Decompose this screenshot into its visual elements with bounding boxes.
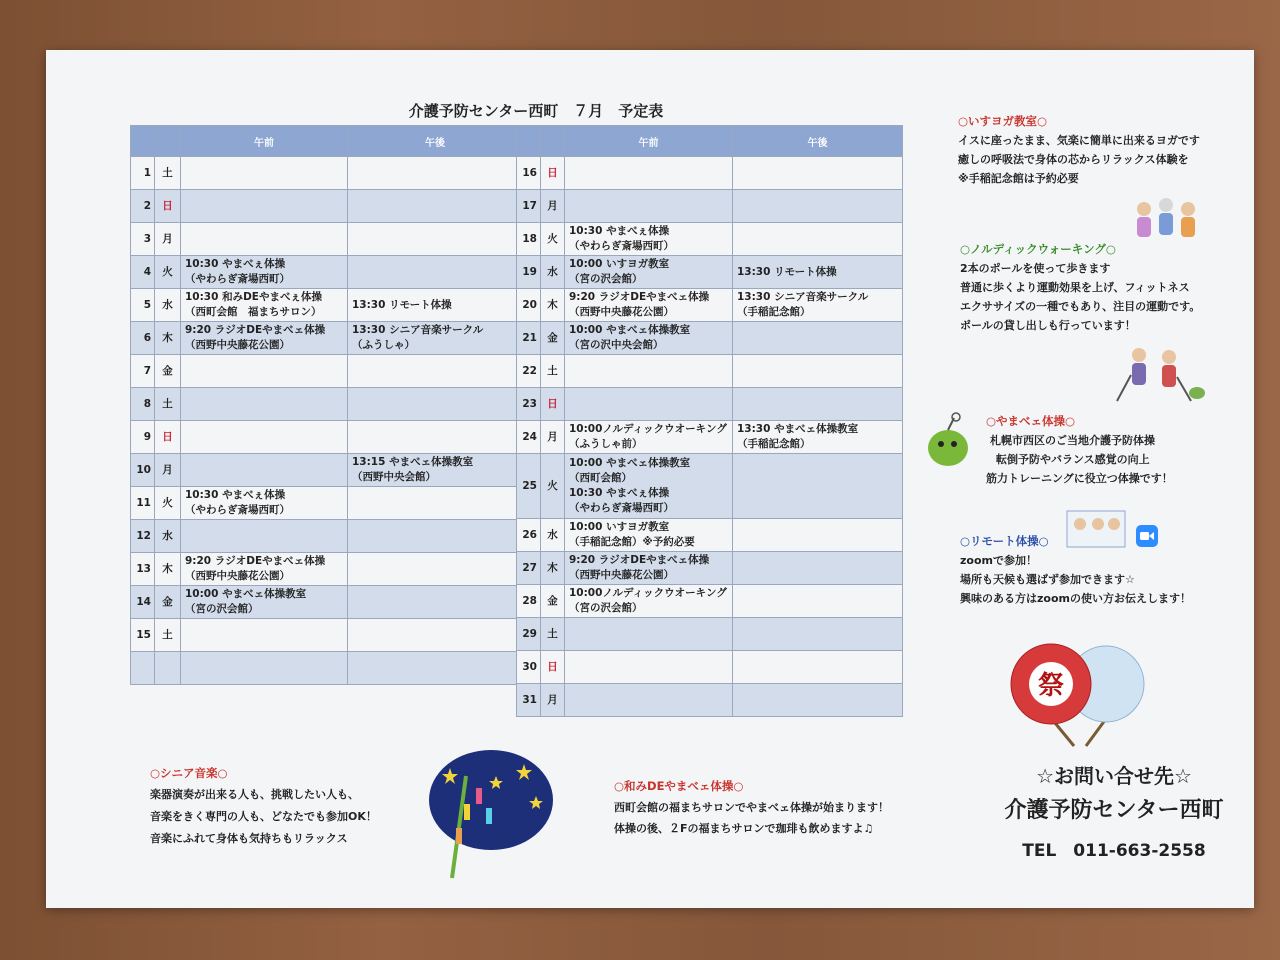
afternoon-cell [733, 519, 903, 552]
schedule-row [131, 190, 523, 223]
morning-cell [565, 684, 733, 717]
yoga-line: ※手稲記念館は予約必要 [958, 172, 1079, 185]
schedule-row [131, 454, 523, 487]
contact-phone: TEL 011-663-2558 [1022, 841, 1206, 861]
event-line: 10:30 やまべぇ体操 [569, 225, 670, 237]
afternoon-cell [348, 553, 523, 586]
schedule-row [131, 619, 523, 652]
event-line: 9:20 ラジオDEやまべェ体操 [569, 291, 710, 303]
day-number: 14 [131, 586, 155, 619]
day-number: 19 [517, 256, 541, 289]
senior-line: 音楽をきく専門の人も、どなたでも参加OK！ [150, 810, 377, 823]
day-of-week: 土 [155, 388, 181, 421]
day-number: 11 [131, 487, 155, 520]
event-line: 10:30 やまべぇ体操 [185, 489, 286, 501]
day-of-week: 月 [541, 684, 565, 717]
day-number: 9 [131, 421, 155, 454]
schedule-row [517, 519, 903, 552]
event-line: （西野中央藤花公園） [569, 569, 674, 581]
schedule-row [517, 618, 903, 651]
day-number: 31 [517, 684, 541, 717]
afternoon-cell [733, 223, 903, 256]
page-title: 介護予防センター西町 ７月 予定表 [408, 102, 664, 120]
day-number: 17 [517, 190, 541, 223]
day-of-week: 火 [541, 223, 565, 256]
morning-cell [181, 619, 348, 652]
morning-cell [565, 651, 733, 684]
day-number: 26 [517, 519, 541, 552]
schedule-row [517, 289, 903, 322]
day-of-week: 金 [155, 355, 181, 388]
schedule-row [517, 355, 903, 388]
event-line: 13:30 リモート体操 [737, 265, 837, 278]
event-line: （手稲記念館） [737, 306, 811, 318]
nagomi-line: 西町会館の福まちサロンでやまべェ体操が始まります！ [614, 801, 889, 814]
day-number: 13 [131, 553, 155, 586]
nagomi-heading: ○和みDEやまべェ体操○ [614, 779, 744, 793]
event-line: （宮の沢中央会館） [569, 339, 664, 351]
schedule-row [517, 322, 903, 355]
event-line: （西野中央会館） [352, 471, 436, 483]
morning-cell [565, 454, 733, 519]
event-line: 9:20 ラジオDEやまべェ体操 [185, 555, 326, 567]
day-of-week: 木 [541, 289, 565, 322]
contact-heading: ☆お問い合せ先☆ [1036, 764, 1192, 788]
day-of-week: 金 [155, 586, 181, 619]
event-line: 13:30 シニア音楽サークル [737, 291, 869, 303]
morning-cell [181, 553, 348, 586]
event-line: （やわらぎ斎場西町） [185, 273, 290, 285]
afternoon-cell [733, 355, 903, 388]
senior-heading: ○シニア音楽○ [150, 766, 228, 780]
afternoon-cell [348, 421, 523, 454]
day-of-week: 月 [155, 454, 181, 487]
event-line: 10:00 やまべェ体操教室 [185, 588, 307, 600]
event-line: 10:00 いすヨガ教室 [569, 521, 670, 533]
schedule-row [517, 190, 903, 223]
event-line: （西野中央藤花公園） [185, 570, 290, 582]
event-line: 13:30 やまべェ体操教室 [737, 423, 859, 435]
event-line: （ふうしゃ） [352, 339, 415, 351]
nagomi-line: 体操の後、２Fの福まちサロンで珈琲も飲めますよ♫ [614, 822, 874, 835]
day-number: 28 [517, 585, 541, 618]
event-line: 10:00 やまべェ体操教室 [569, 324, 691, 336]
nordic-walking-illustration [1111, 345, 1206, 405]
day-of-week: 水 [541, 519, 565, 552]
afternoon-cell [733, 618, 903, 651]
fan-kanji: 祭 [1037, 671, 1065, 701]
schedule-row [131, 355, 523, 388]
schedule-table-left [130, 125, 523, 685]
afternoon-cell [348, 190, 523, 223]
yamabe-info [986, 412, 1173, 488]
day-number: 21 [517, 322, 541, 355]
senior-line: 音楽にふれて身体も気持ちもリラックス [150, 832, 348, 845]
festival-fans-illustration [1006, 642, 1156, 752]
day-of-week: 金 [541, 585, 565, 618]
day-of-week: 日 [155, 421, 181, 454]
event-line: 10:30 やまべぇ体操 [185, 258, 286, 270]
event-line: （西町会館） [569, 472, 632, 484]
schedule-table-right [516, 125, 903, 717]
nordic-line: 2本のポールを使って歩きます [960, 262, 1111, 275]
afternoon-cell [348, 355, 523, 388]
schedule-row [517, 421, 903, 454]
schedule-row [131, 652, 523, 685]
afternoon-cell [348, 157, 523, 190]
day-number: 27 [517, 552, 541, 585]
event-line: 10:00ノルディックウオーキング [569, 423, 727, 435]
afternoon-cell [733, 454, 903, 519]
schedule-row [517, 256, 903, 289]
event-line: 9:20 ラジオDEやまべェ体操 [185, 324, 326, 336]
zoom-icon [1136, 525, 1158, 547]
event-line: （宮の沢会館） [569, 273, 643, 285]
remote-screen-illustration [1066, 510, 1126, 548]
day-of-week: 日 [541, 388, 565, 421]
nordic-line: エクササイズの一種でもあり、注目の運動です。 [960, 300, 1201, 313]
day-of-week: 火 [541, 454, 565, 519]
day-number: 2 [131, 190, 155, 223]
event-line: （やわらぎ斎場西町） [569, 502, 674, 514]
header-pm: 午後 [348, 126, 523, 157]
event-line: （手稲記念館）※予約必要 [569, 536, 695, 548]
header-am: 午前 [181, 126, 348, 157]
morning-cell [181, 190, 348, 223]
event-line: （宮の沢会館） [569, 602, 643, 614]
afternoon-cell [733, 289, 903, 322]
day-of-week: 木 [155, 322, 181, 355]
afternoon-cell [733, 421, 903, 454]
day-number: 6 [131, 322, 155, 355]
day-number: 18 [517, 223, 541, 256]
yoga-info [958, 112, 1200, 188]
day-number: 1 [131, 157, 155, 190]
remote-line: zoomで参加！ [960, 554, 1037, 567]
day-number: 4 [131, 256, 155, 289]
day-of-week: 土 [541, 355, 565, 388]
day-number: 16 [517, 157, 541, 190]
schedule-row [517, 651, 903, 684]
afternoon-cell [348, 586, 523, 619]
day-number: 10 [131, 454, 155, 487]
day-of-week: 木 [541, 552, 565, 585]
day-of-week: 土 [155, 619, 181, 652]
afternoon-cell [348, 289, 523, 322]
morning-cell [181, 289, 348, 322]
afternoon-cell [348, 619, 523, 652]
day-of-week: 水 [155, 289, 181, 322]
schedule-row [131, 322, 523, 355]
day-of-week [155, 652, 181, 685]
morning-cell [181, 322, 348, 355]
event-line: 10:00 やまべェ体操教室 [569, 457, 691, 469]
morning-cell [565, 618, 733, 651]
morning-cell [181, 586, 348, 619]
morning-cell [565, 256, 733, 289]
schedule-row [131, 586, 523, 619]
morning-cell [565, 519, 733, 552]
schedule-row [131, 520, 523, 553]
day-number [131, 652, 155, 685]
event-line: 10:30 和みDEやまべぇ体操 [185, 291, 322, 303]
remote-line: 場所も天候も選ばず参加できます☆ [960, 573, 1135, 586]
morning-cell [565, 157, 733, 190]
morning-cell [565, 289, 733, 322]
morning-cell [565, 223, 733, 256]
morning-cell [181, 520, 348, 553]
event-line: （西野中央藤花公園） [185, 339, 290, 351]
header-dow [155, 126, 181, 157]
event-line: 13:30 リモート体操 [352, 298, 452, 311]
schedule-row [131, 256, 523, 289]
contact-block [974, 760, 1254, 861]
day-number: 30 [517, 651, 541, 684]
event-line: （手稲記念館） [737, 438, 811, 450]
event-line: 13:30 シニア音楽サークル [352, 324, 484, 336]
yamabe-line: 筋力トレーニングに役立つ体操です！ [986, 472, 1173, 485]
afternoon-cell [348, 256, 523, 289]
morning-cell [565, 190, 733, 223]
header-dow [541, 126, 565, 157]
afternoon-cell [348, 520, 523, 553]
event-line: （西町会館 福まちサロン） [185, 306, 322, 318]
schedule-row [131, 553, 523, 586]
contact-center-name: 介護予防センター西町 [1004, 798, 1224, 823]
yamabe-line: 転倒予防やバランス感覚の向上 [996, 453, 1150, 466]
schedule-row [131, 421, 523, 454]
morning-cell [181, 421, 348, 454]
day-of-week: 日 [541, 651, 565, 684]
day-of-week: 月 [541, 421, 565, 454]
tanabata-illustration [426, 748, 556, 883]
day-of-week: 火 [155, 256, 181, 289]
day-of-week: 火 [155, 487, 181, 520]
event-line: 13:15 やまべェ体操教室 [352, 456, 474, 468]
event-line: （やわらぎ斎場西町） [569, 240, 674, 252]
afternoon-cell [733, 157, 903, 190]
nordic-line: 普通に歩くより運動効果を上げ、フィットネス [960, 281, 1190, 294]
morning-cell [565, 388, 733, 421]
day-of-week: 土 [541, 618, 565, 651]
day-number: 8 [131, 388, 155, 421]
event-line: （やわらぎ斎場西町） [185, 504, 290, 516]
day-number: 15 [131, 619, 155, 652]
afternoon-cell [348, 388, 523, 421]
afternoon-cell [733, 388, 903, 421]
afternoon-cell [733, 684, 903, 717]
event-line: 10:00ノルディックウオーキング [569, 587, 727, 599]
schedule-row [517, 454, 903, 519]
day-of-week: 水 [155, 520, 181, 553]
yamabe-mascot-illustration [920, 412, 980, 472]
day-number: 22 [517, 355, 541, 388]
event-line: 10:30 やまべぇ体操 [569, 487, 670, 499]
schedule-row [517, 388, 903, 421]
morning-cell [181, 388, 348, 421]
day-number: 29 [517, 618, 541, 651]
day-number: 12 [131, 520, 155, 553]
nordic-info [960, 240, 1200, 335]
morning-cell [565, 355, 733, 388]
morning-cell [565, 421, 733, 454]
morning-cell [181, 157, 348, 190]
schedule-row [131, 157, 523, 190]
day-of-week: 日 [155, 190, 181, 223]
morning-cell [181, 223, 348, 256]
event-line: （西野中央藤花公園） [569, 306, 674, 318]
afternoon-cell [348, 223, 523, 256]
morning-cell [565, 322, 733, 355]
schedule-sheet [46, 50, 1254, 908]
yoga-heading: ○いすヨガ教室○ [958, 114, 1048, 128]
day-number: 5 [131, 289, 155, 322]
event-line: （宮の沢会館） [185, 603, 259, 615]
yamabe-line: 札幌市西区のご当地介護予防体操 [990, 434, 1155, 447]
day-number: 23 [517, 388, 541, 421]
schedule-row [517, 684, 903, 717]
nordic-heading: ○ノルディックウォーキング○ [960, 242, 1116, 256]
senior-line: 楽器演奏が出来る人も、挑戦したい人も、 [150, 788, 359, 801]
afternoon-cell [733, 322, 903, 355]
event-line: （ふうしゃ前） [569, 438, 643, 450]
day-number: 20 [517, 289, 541, 322]
morning-cell [181, 355, 348, 388]
nagomi-info [614, 776, 889, 839]
remote-line: 興味のある方はzoomの使い方お伝えします！ [960, 592, 1191, 605]
yamabe-heading: ○やまべェ体操○ [986, 414, 1076, 428]
day-of-week: 日 [541, 157, 565, 190]
schedule-row [517, 552, 903, 585]
day-of-week: 水 [541, 256, 565, 289]
nordic-line: ポールの貸し出しも行っています！ [960, 319, 1136, 332]
morning-cell [181, 256, 348, 289]
schedule-row [517, 585, 903, 618]
day-of-week: 月 [155, 223, 181, 256]
morning-cell [565, 585, 733, 618]
schedule-row [517, 223, 903, 256]
morning-cell [181, 652, 348, 685]
day-number: 25 [517, 454, 541, 519]
header-day [517, 126, 541, 157]
afternoon-cell [733, 256, 903, 289]
day-number: 7 [131, 355, 155, 388]
day-of-week: 月 [541, 190, 565, 223]
event-line: 10:00 いすヨガ教室 [569, 258, 670, 270]
afternoon-cell [733, 190, 903, 223]
event-line: 9:20 ラジオDEやまべェ体操 [569, 554, 710, 566]
schedule-row [131, 487, 523, 520]
afternoon-cell [348, 322, 523, 355]
day-of-week: 土 [155, 157, 181, 190]
afternoon-cell [348, 454, 523, 487]
header-am: 午前 [565, 126, 733, 157]
day-number: 24 [517, 421, 541, 454]
afternoon-cell [348, 652, 523, 685]
header-pm: 午後 [733, 126, 903, 157]
schedule-row [131, 388, 523, 421]
header-day [131, 126, 155, 157]
morning-cell [565, 552, 733, 585]
afternoon-cell [733, 585, 903, 618]
afternoon-cell [733, 651, 903, 684]
afternoon-cell [348, 487, 523, 520]
afternoon-cell [733, 552, 903, 585]
schedule-row [131, 289, 523, 322]
senior-music-info [150, 762, 377, 850]
day-number: 3 [131, 223, 155, 256]
day-of-week: 金 [541, 322, 565, 355]
schedule-row [517, 157, 903, 190]
schedule-row [131, 223, 523, 256]
remote-heading: ○リモート体操○ [960, 534, 1049, 548]
yoga-line: イスに座ったまま、気楽に簡単に出来るヨガです [958, 134, 1200, 147]
morning-cell [181, 454, 348, 487]
day-of-week: 木 [155, 553, 181, 586]
morning-cell [181, 487, 348, 520]
yoga-line: 癒しの呼吸法で身体の芯からリラックス体験を [958, 153, 1189, 166]
